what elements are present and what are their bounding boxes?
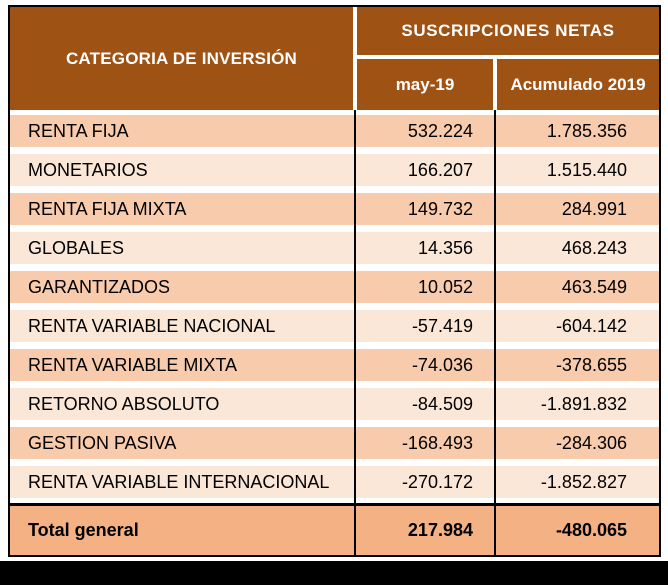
bottom-bar xyxy=(0,561,668,585)
category-cell: GESTION PASIVA xyxy=(28,432,177,453)
table-header xyxy=(10,7,659,110)
accumulated-value-cell: -378.655 xyxy=(555,354,627,375)
category-cell: RENTA FIJA xyxy=(28,120,129,141)
may19-value-cell: 10.052 xyxy=(417,276,473,297)
table-row xyxy=(10,388,659,420)
sub-header-row xyxy=(357,59,659,110)
total-accumulated-value: -480.065 xyxy=(555,520,627,540)
may19-value-cell: 532.224 xyxy=(407,120,473,141)
total-row xyxy=(10,503,659,555)
accumulated-value-cell: -284.306 xyxy=(555,432,627,453)
table-row xyxy=(10,349,659,381)
table-row xyxy=(10,310,659,342)
table-row xyxy=(10,466,659,498)
category-cell: RENTA VARIABLE MIXTA xyxy=(28,354,238,375)
column-divider xyxy=(354,110,356,555)
table-row xyxy=(10,427,659,459)
table-row xyxy=(10,193,659,225)
accumulated-value-cell: 463.549 xyxy=(561,276,627,297)
category-cell: RENTA VARIABLE INTERNACIONAL xyxy=(28,471,330,492)
total-may19-value: 217.984 xyxy=(407,520,473,540)
group-column-header: SUSCRIPCIONES NETAS xyxy=(357,7,659,55)
category-column-header: CATEGORIA DE INVERSIÓN xyxy=(10,7,353,110)
month-column-header: may-19 xyxy=(357,59,493,110)
may19-value-cell: -74.036 xyxy=(411,354,473,375)
table-body xyxy=(10,110,659,503)
may19-value-cell: 166.207 xyxy=(407,159,473,180)
table-row xyxy=(10,115,659,147)
accumulated-value-cell: -1.852.827 xyxy=(540,471,627,492)
may19-value-cell: -57.419 xyxy=(411,315,473,336)
accumulated-value-cell: 1.515.440 xyxy=(546,159,627,180)
subscriptions-header-group xyxy=(357,7,659,110)
accumulated-value-cell: 1.785.356 xyxy=(546,120,627,141)
table-row xyxy=(10,154,659,186)
accumulated-column-header: Acumulado 2019 xyxy=(497,59,659,110)
table-row xyxy=(10,232,659,264)
may19-value-cell: -270.172 xyxy=(401,471,473,492)
column-divider xyxy=(494,110,496,555)
net-subscriptions-table xyxy=(8,5,661,557)
may19-value-cell: -168.493 xyxy=(401,432,473,453)
category-cell: GLOBALES xyxy=(28,237,125,258)
may19-value-cell: 149.732 xyxy=(407,198,473,219)
table-row xyxy=(10,271,659,303)
category-cell: GARANTIZADOS xyxy=(28,276,171,297)
total-label: Total general xyxy=(28,520,139,540)
category-cell: MONETARIOS xyxy=(28,159,148,180)
accumulated-value-cell: 284.991 xyxy=(561,198,627,219)
category-cell: RETORNO ABSOLUTO xyxy=(28,393,220,414)
category-cell: RENTA FIJA MIXTA xyxy=(28,198,187,219)
may19-value-cell: 14.356 xyxy=(417,237,473,258)
accumulated-value-cell: 468.243 xyxy=(561,237,627,258)
may19-value-cell: -84.509 xyxy=(411,393,473,414)
accumulated-value-cell: -604.142 xyxy=(555,315,627,336)
accumulated-value-cell: -1.891.832 xyxy=(540,393,627,414)
category-cell: RENTA VARIABLE NACIONAL xyxy=(28,315,276,336)
